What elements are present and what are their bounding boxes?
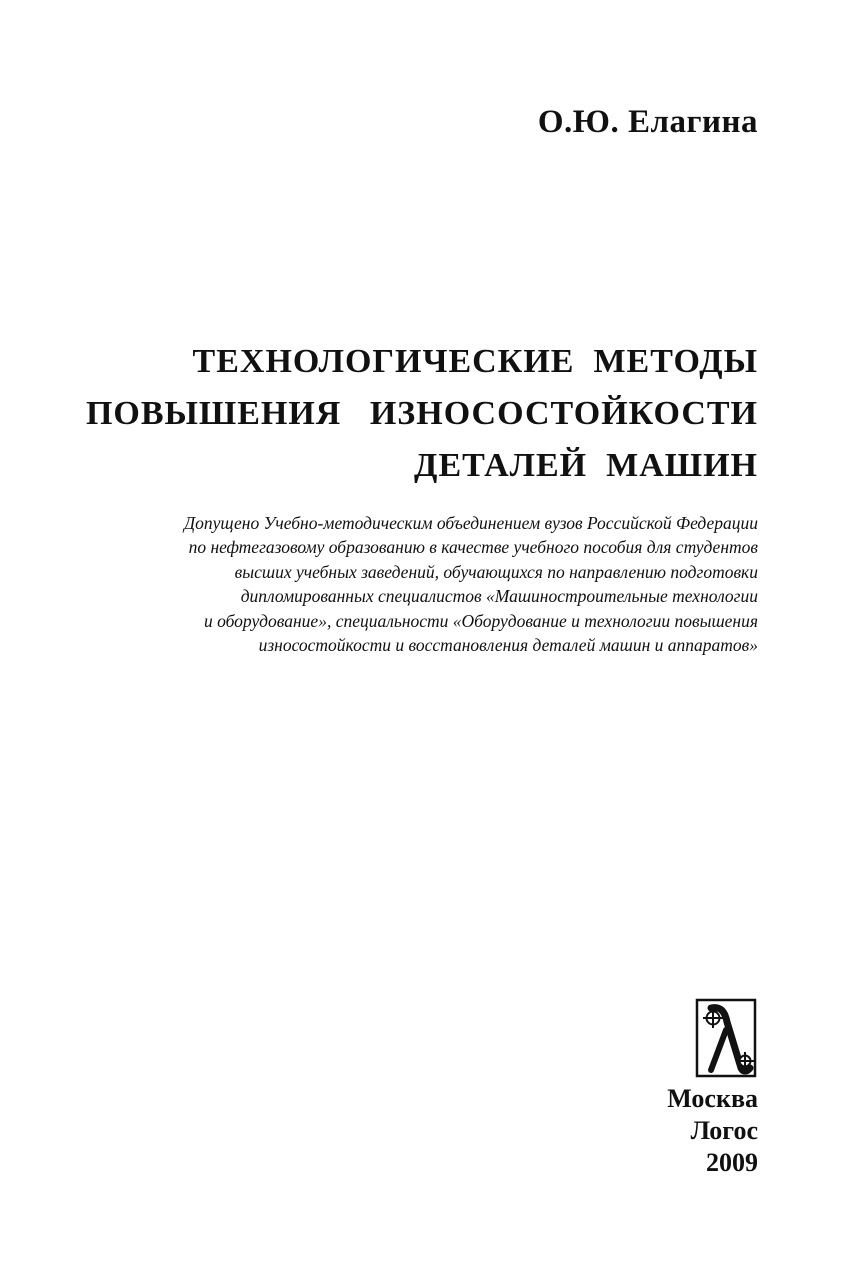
approval-line-4: дипломированных специалистов «Машиностроительные технологии bbox=[240, 586, 758, 607]
book-title-line-1: ТЕХНОЛОГИЧЕСКИЕ МЕТОДЫ bbox=[192, 343, 758, 380]
approval-line-5: и оборудование», специальности «Оборудование и технологии повышения bbox=[203, 610, 758, 631]
author-name: О.Ю. Елагина bbox=[537, 104, 758, 140]
book-title bbox=[58, 336, 758, 492]
imprint-city: Москва bbox=[667, 1084, 758, 1113]
book-title-line-2: ПОВЫШЕНИЯ ИЗНОСОСТОЙКОСТИ bbox=[85, 395, 758, 432]
imprint-year: 2009 bbox=[706, 1148, 758, 1177]
book-title-line-3: ДЕТАЛЕЙ МАШИН bbox=[414, 447, 758, 484]
approval-line-3: высших учебных заведений, обучающихся по направлению подготовки bbox=[234, 561, 758, 582]
imprint bbox=[667, 1083, 758, 1179]
approval-line-1: Допущено Учебно-методическим объединением вузов Российской Федерации bbox=[183, 513, 758, 533]
approval-line-6: износостойкости и восстановления деталей машин и аппаратов» bbox=[258, 635, 758, 656]
approval-line-2: по нефтегазовому образованию в качестве учебного пособия для студентов bbox=[188, 537, 758, 558]
approval-statement bbox=[58, 511, 758, 657]
publisher-logo-icon bbox=[695, 998, 757, 1078]
imprint-publisher: Логос bbox=[690, 1116, 758, 1145]
